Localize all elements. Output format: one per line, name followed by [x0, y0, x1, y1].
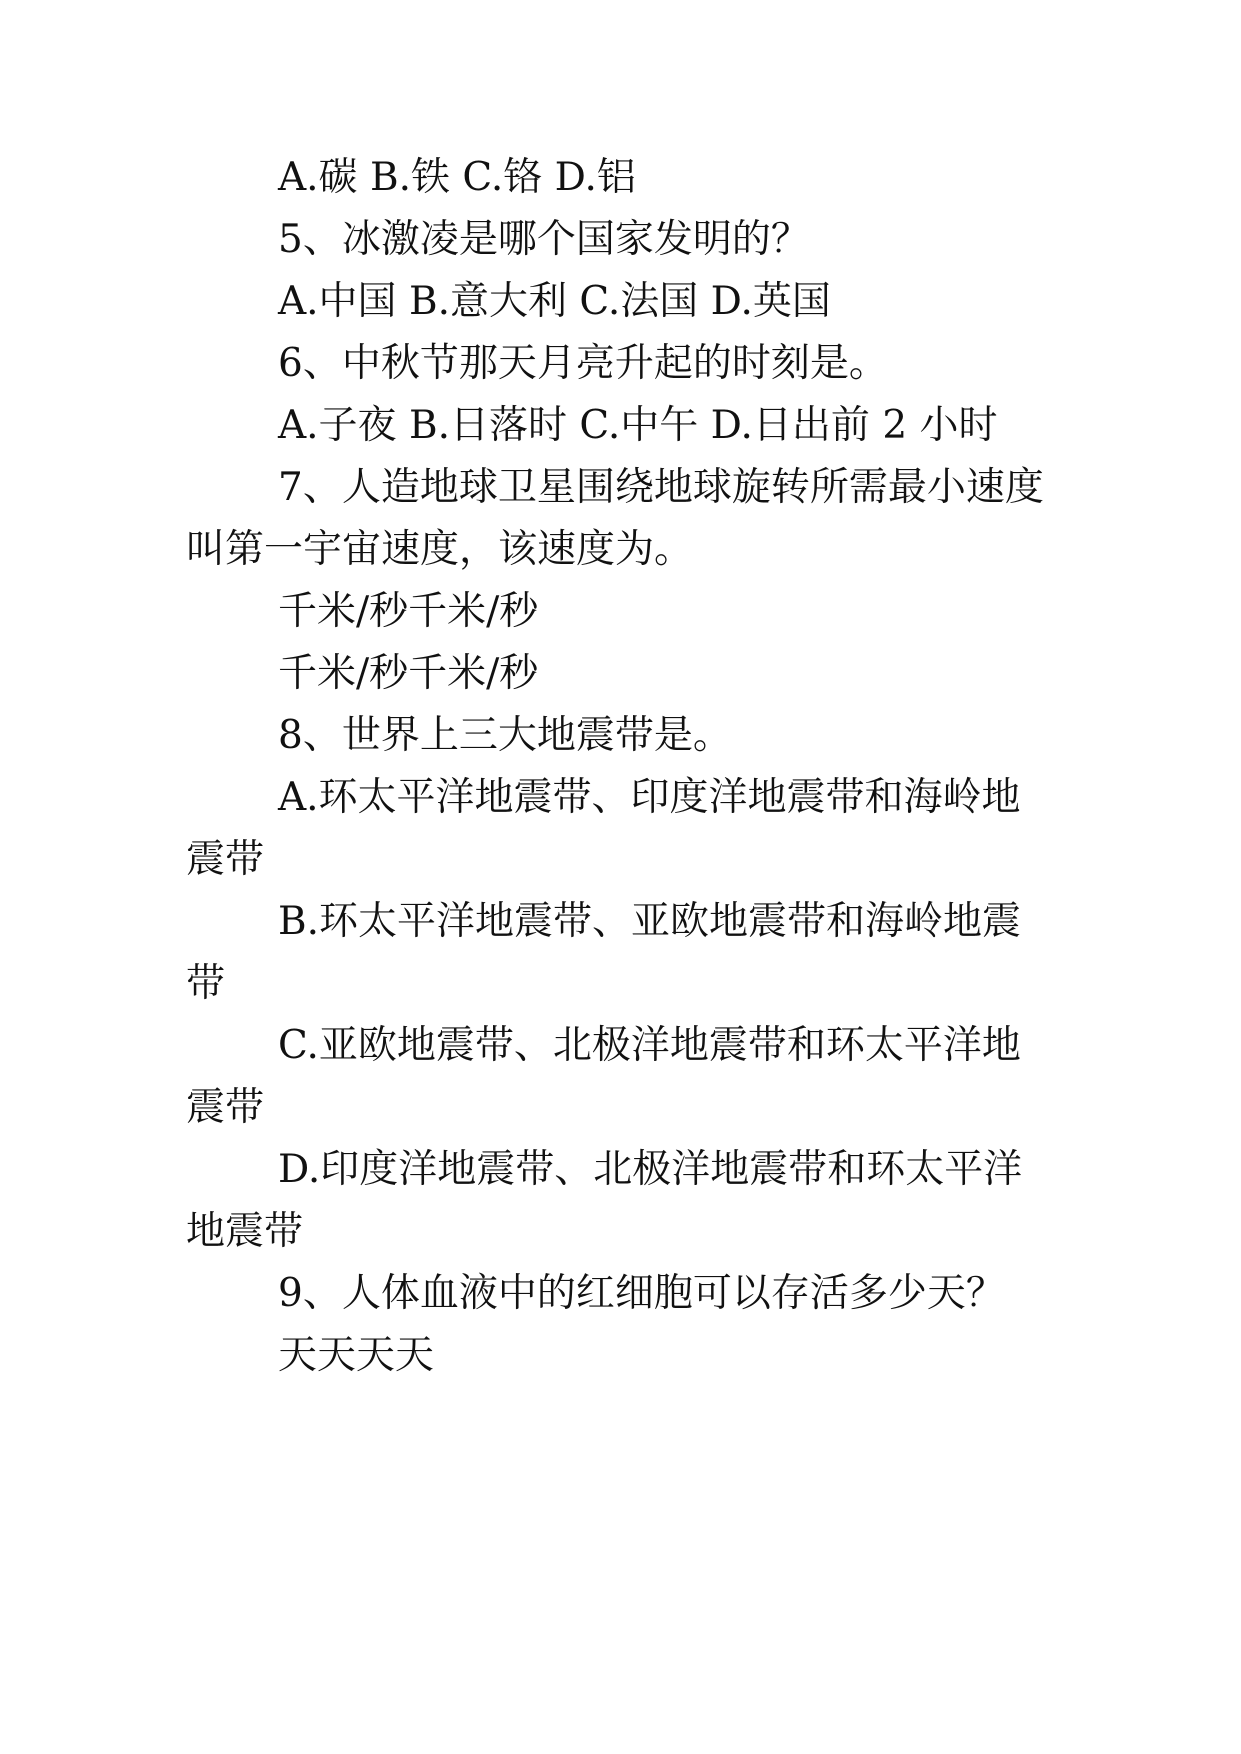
q5-question: 5、冰激凌是哪个国家发明的？ — [278, 217, 810, 262]
q8-option-b: B.环太平洋地震带、亚欧地震带和海岭地震带 — [186, 899, 1022, 1006]
q8-option-a: A.环太平洋地震带、印度洋地震带和海岭地震带 — [186, 775, 1021, 882]
q8-option-d: D.印度洋地震带、北极洋地震带和环太平洋地震带 — [186, 1147, 1023, 1254]
q9-question: 9、人体血液中的红细胞可以存活多少天？ — [278, 1271, 1005, 1316]
q7-options-line-1: 千米/秒千米/秒 — [278, 589, 539, 634]
q4-options: A.碳 B.铁 C.铬 D.铝 — [278, 155, 636, 200]
q5-options: A.中国 B.意大利 C.法国 D.英国 — [278, 279, 831, 324]
q7-question: 7、人造地球卫星围绕地球旋转所需最小速度叫第一宇宙速度，该速度为。 — [186, 465, 1044, 572]
q7-options-line-2: 千米/秒千米/秒 — [278, 651, 539, 696]
q6-options: A.子夜 B.日落时 C.中午 D.日出前 2 小时 — [278, 403, 998, 448]
q8-question: 8、世界上三大地震带是。 — [278, 713, 732, 758]
q8-option-c: C.亚欧地震带、北极洋地震带和环太平洋地震带 — [186, 1023, 1021, 1130]
q6-question: 6、中秋节那天月亮升起的时刻是。 — [278, 341, 888, 386]
q9-options: 天天天天 — [278, 1333, 435, 1378]
document-body — [186, 147, 1056, 1387]
